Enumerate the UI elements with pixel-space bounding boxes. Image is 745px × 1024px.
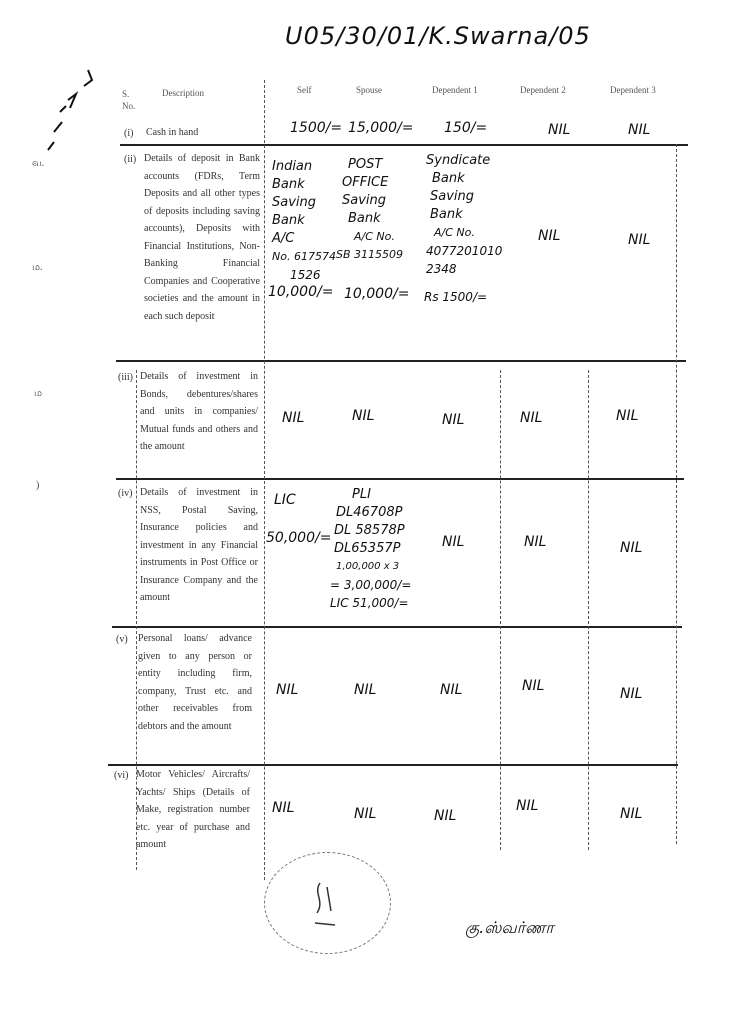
vehicles-dependent-1: NIL xyxy=(434,808,457,824)
col-header-self: Self xyxy=(297,85,312,95)
col-header-dependent-1: Dependent 1 xyxy=(432,85,478,95)
col-header-dependent-3: Dependent 3 xyxy=(610,85,656,95)
bank-deposit-dependent-1: Syndicate Bank Saving Bank A/C No. 4077201010 2348 xyxy=(426,153,503,276)
signature: கு.ஸ்வர்ணா xyxy=(465,918,554,937)
vehicles-self: NIL xyxy=(272,800,295,816)
column-divider xyxy=(500,370,501,850)
bonds-self: NIL xyxy=(282,410,305,426)
row-description: Motor Vehicles/ Aircrafts/ Yachts/ Ships (Details of Make, registration number etc. year of purchase and amount xyxy=(136,769,250,850)
row-description: Details of deposit in Bank accounts (FDRs, Term Deposits and all other types of deposits including saving accounts), Deposits with Financial Institutions, Non-Banking Financial Companies and Cooperative societies and the amount in each such deposit xyxy=(144,153,260,322)
col-header-description: Description xyxy=(162,88,204,98)
row-divider xyxy=(116,360,686,362)
cash-dependent-2: NIL xyxy=(548,122,571,138)
column-divider xyxy=(676,144,677,844)
bank-deposit-self-amount: 10,000/= xyxy=(268,284,334,300)
margin-scribble xyxy=(40,62,110,162)
nss-self-label: LIC xyxy=(274,492,296,508)
vehicles-dependent-3: NIL xyxy=(620,806,643,822)
column-divider xyxy=(588,370,589,850)
cash-dependent-3: NIL xyxy=(628,122,651,138)
official-seal xyxy=(264,852,391,954)
col-header-sno: S. No. xyxy=(122,89,136,111)
margin-mark: ) xyxy=(36,480,40,491)
row-number: (ii) xyxy=(124,154,137,165)
loans-dependent-1: NIL xyxy=(440,682,463,698)
row-divider xyxy=(116,478,684,480)
cash-self: 1500/= xyxy=(290,120,343,136)
bank-deposit-spouse: POST OFFICE Saving Bank A/C No. SB 3115509 xyxy=(336,157,404,261)
row-description: Details of investment in NSS, Postal Saving, Insurance policies and investment in any Financial instruments in Post Office or Insurance Company and the amount xyxy=(140,487,258,603)
loans-dependent-3: NIL xyxy=(620,686,643,702)
document-reference-title: U05/30/01/K.Swarna/05 xyxy=(285,22,591,50)
nss-self-amount: 50,000/= xyxy=(266,530,332,546)
row-description: Personal loans/ advance given to any person or entity including firm, company, Trust etc. and other receivables from debtors and the amount xyxy=(138,633,252,732)
bonds-dependent-3: NIL xyxy=(616,408,639,424)
cash-spouse: 15,000/= xyxy=(348,120,414,136)
bonds-dependent-1: NIL xyxy=(442,412,465,428)
bank-deposit-self: Indian Bank Saving Bank A/C No. 617574 1526 xyxy=(272,159,336,282)
bonds-spouse: NIL xyxy=(352,408,375,424)
col-header-dependent-2: Dependent 2 xyxy=(520,85,566,95)
bank-deposit-dependent-1-amount: Rs 1500/= xyxy=(424,290,488,304)
column-divider xyxy=(264,80,265,880)
col-header-spouse: Spouse xyxy=(356,85,383,95)
row-number: (vi) xyxy=(114,770,129,781)
bonds-dependent-2: NIL xyxy=(520,410,543,426)
margin-mark: ம. xyxy=(32,262,43,273)
nss-dependent-2: NIL xyxy=(524,534,547,550)
row-description: Cash in hand xyxy=(146,127,199,138)
cash-dependent-1: 150/= xyxy=(444,120,488,136)
nss-spouse: PLI DL46708P DL 58578P DL65357P 1,00,000 x 3 = 3,00,000/= LIC 51,000/= xyxy=(330,487,412,610)
loans-self: NIL xyxy=(276,682,299,698)
vehicles-spouse: NIL xyxy=(354,806,377,822)
bank-deposit-dependent-2: NIL xyxy=(538,228,561,244)
row-description: Details of investment in Bonds, debentures/shares and units in companies/ Mutual funds and others and the amount xyxy=(140,371,258,452)
row-divider xyxy=(120,144,688,146)
row-number: (i) xyxy=(124,128,134,139)
nss-dependent-1: NIL xyxy=(442,534,465,550)
nss-dependent-3: NIL xyxy=(620,540,643,556)
margin-mark: ம xyxy=(34,388,43,399)
margin-mark: வ. xyxy=(32,158,45,169)
row-number: (iii) xyxy=(118,372,133,383)
row-number: (v) xyxy=(116,634,128,645)
loans-spouse: NIL xyxy=(354,682,377,698)
loans-dependent-2: NIL xyxy=(522,678,545,694)
row-divider xyxy=(112,626,682,628)
vehicles-dependent-2: NIL xyxy=(516,798,539,814)
bank-deposit-spouse-amount: 10,000/= xyxy=(344,286,410,302)
bank-deposit-dependent-3: NIL xyxy=(628,232,651,248)
row-number: (iv) xyxy=(118,488,133,499)
